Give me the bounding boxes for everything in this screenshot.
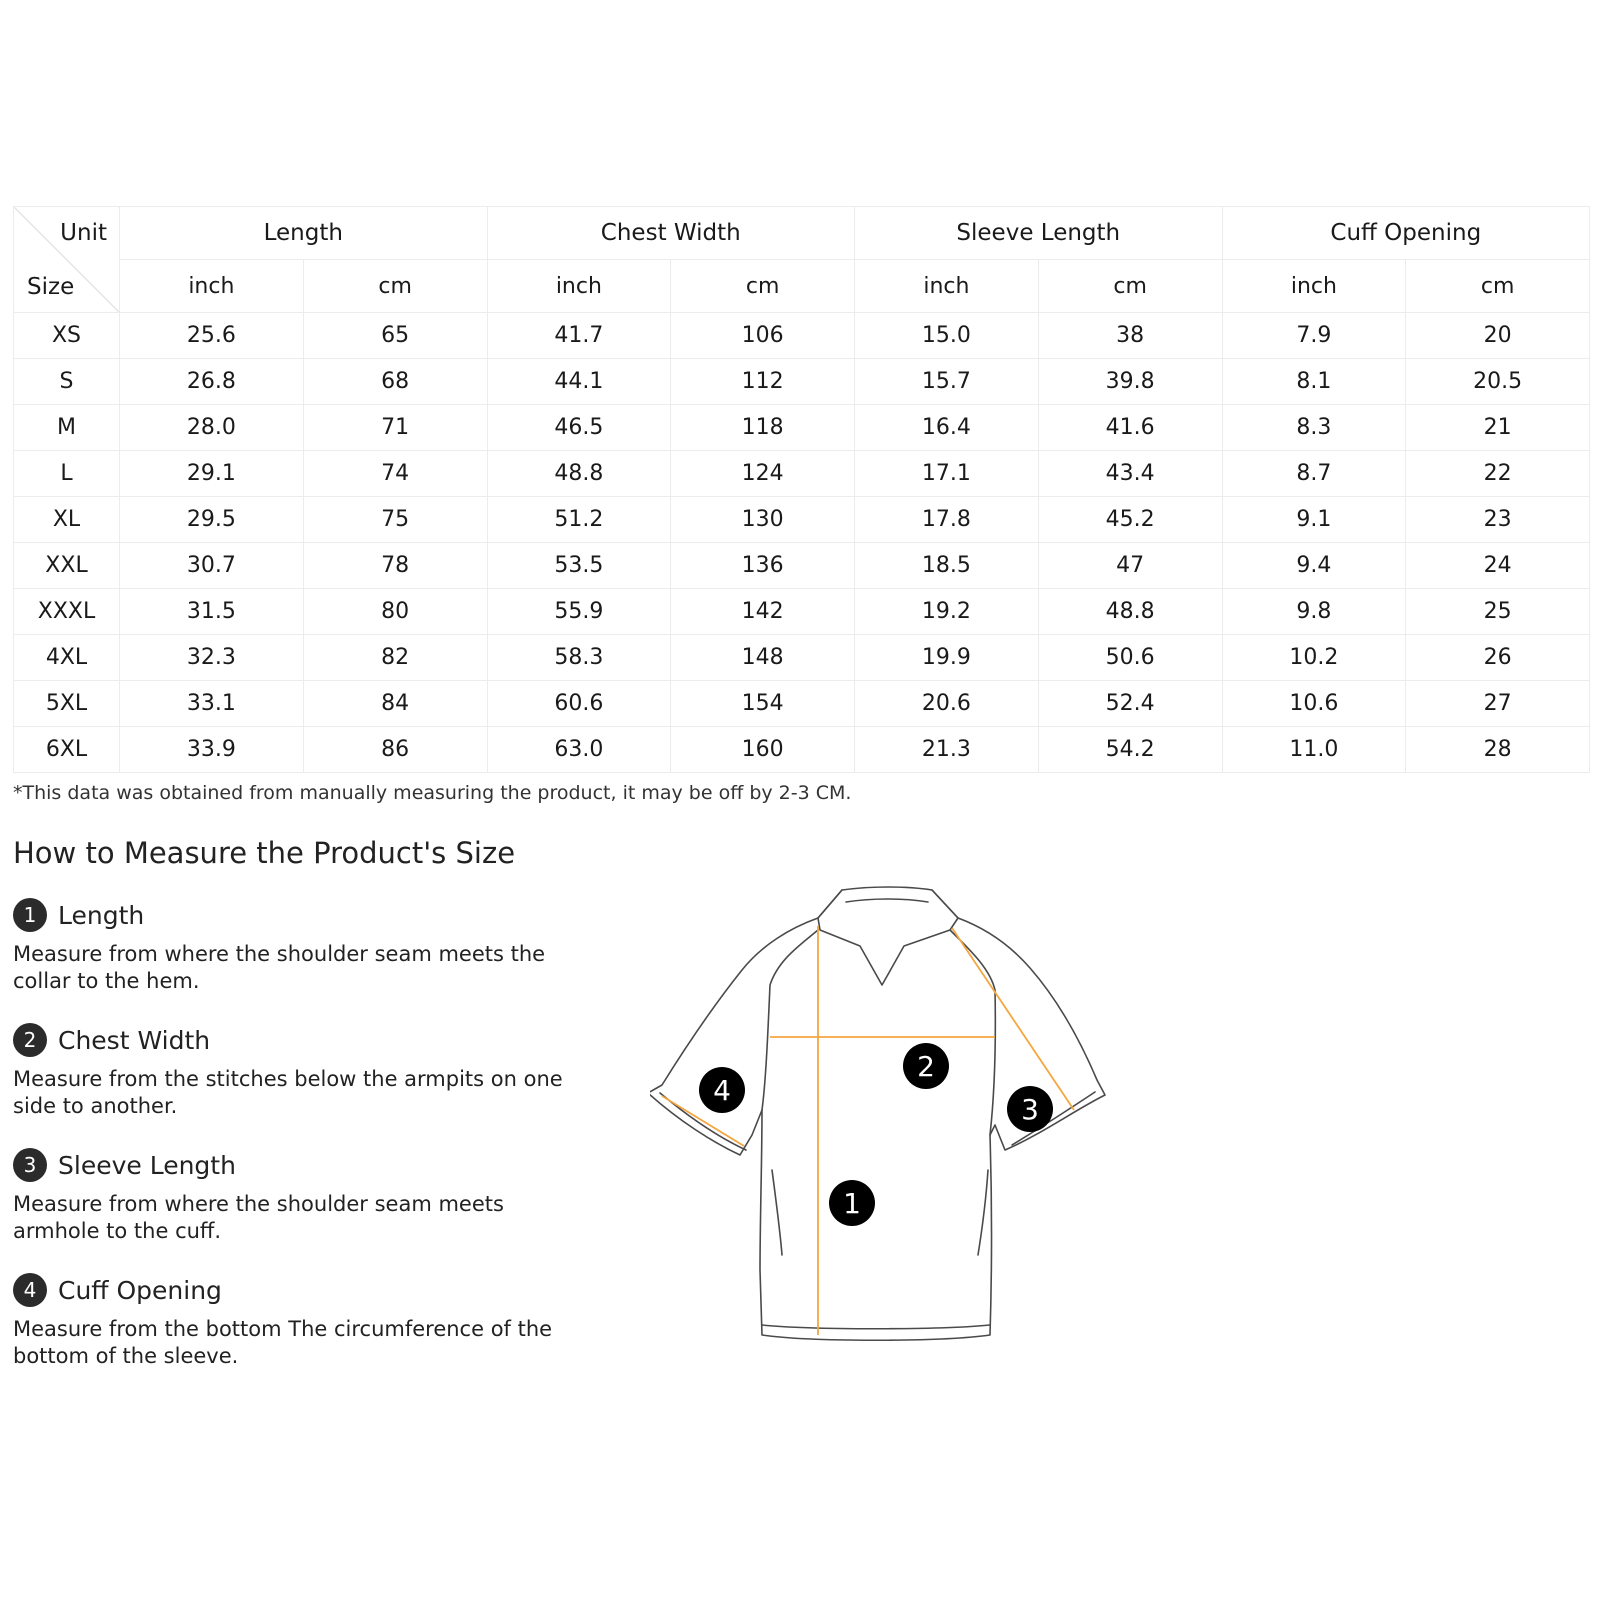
measurement-cell: 124 [671,451,855,497]
measurement-cell: 160 [671,727,855,773]
measurement-lines [662,926,1074,1335]
size-cell: M [14,405,120,451]
guide-item-name: Length [58,900,145,930]
guide-item-name: Chest Width [58,1025,211,1055]
measurement-cell: 8.3 [1222,405,1406,451]
guide-item-length [13,897,573,995]
size-cell: XS [14,313,120,359]
measurement-cell: 16.4 [855,405,1039,451]
measurement-cell: 55.9 [487,589,671,635]
measurement-cell: 32.3 [120,635,304,681]
measurement-cell: 29.1 [120,451,304,497]
measurement-cell: 29.5 [120,497,304,543]
measurement-cell: 8.7 [1222,451,1406,497]
size-cell: XL [14,497,120,543]
measurement-cell: 142 [671,589,855,635]
measurement-cell: 118 [671,405,855,451]
guide-item-chest-width [13,1022,573,1120]
size-label: Size [27,274,75,300]
measurement-cell: 75 [303,497,487,543]
measurement-cell: 106 [671,313,855,359]
measurement-cell: 28 [1406,727,1590,773]
unit-header: cm [671,260,855,313]
size-cell: XXXL [14,589,120,635]
measurement-cell: 10.6 [1222,681,1406,727]
svg-text:4: 4 [713,1074,731,1107]
measurement-cell: 47 [1038,543,1222,589]
table-row [14,451,1590,497]
measurement-cell: 50.6 [1038,635,1222,681]
guide-item-description: Measure from the stitches below the armpits on one side to another. [13,1067,563,1118]
measurement-cell: 33.9 [120,727,304,773]
measurement-cell: 28.0 [120,405,304,451]
group-header-row [14,207,1590,260]
marker-1 [829,1180,875,1226]
svg-text:3: 3 [1021,1093,1039,1126]
table-row [14,589,1590,635]
measurement-cell: 11.0 [1222,727,1406,773]
measurement-cell: 86 [303,727,487,773]
measurement-cell: 82 [303,635,487,681]
unit-header: inch [1222,260,1406,313]
unit-header: inch [855,260,1039,313]
size-cell: 6XL [14,727,120,773]
group-header-cuff-opening: Cuff Opening [1222,207,1590,260]
measurement-cell: 48.8 [1038,589,1222,635]
sleeve-length-line [952,928,1074,1110]
measurement-cell: 25 [1406,589,1590,635]
measurement-cell: 31.5 [120,589,304,635]
table-row [14,727,1590,773]
measurement-cell: 51.2 [487,497,671,543]
table-row [14,497,1590,543]
measurement-cell: 19.2 [855,589,1039,635]
guide-item-description: Measure from the bottom The circumference of the bottom of the sleeve. [13,1317,553,1368]
measurement-cell: 58.3 [487,635,671,681]
measurement-cell: 20.6 [855,681,1039,727]
measurement-cell: 46.5 [487,405,671,451]
measurement-cell: 112 [671,359,855,405]
table-row [14,681,1590,727]
measurement-cell: 48.8 [487,451,671,497]
measurement-cell: 9.8 [1222,589,1406,635]
measurement-cell: 53.5 [487,543,671,589]
unit-label: Unit [60,220,107,246]
measurement-cell: 26.8 [120,359,304,405]
number-badge: 2 [13,1023,47,1057]
measurement-cell: 43.4 [1038,451,1222,497]
measurement-cell: 30.7 [120,543,304,589]
measurement-cell: 33.1 [120,681,304,727]
unit-header: cm [1038,260,1222,313]
size-cell: 5XL [14,681,120,727]
size-chart-table [13,206,1590,773]
measurement-cell: 7.9 [1222,313,1406,359]
size-cell: 4XL [14,635,120,681]
measurement-cell: 54.2 [1038,727,1222,773]
measurement-cell: 39.8 [1038,359,1222,405]
unit-header: inch [120,260,304,313]
measurement-cell: 21 [1406,405,1590,451]
guide-item-sleeve-length [13,1147,573,1245]
table-row [14,635,1590,681]
measurement-cell: 84 [303,681,487,727]
measurement-cell: 41.6 [1038,405,1222,451]
unit-header: inch [487,260,671,313]
measurement-cell: 25.6 [120,313,304,359]
measurement-cell: 71 [303,405,487,451]
measurement-cell: 9.1 [1222,497,1406,543]
table-row [14,313,1590,359]
size-cell: S [14,359,120,405]
guide-item-description: Measure from where the shoulder seam meets armhole to the cuff. [13,1192,504,1243]
group-header-chest-width: Chest Width [487,207,855,260]
measurement-cell: 136 [671,543,855,589]
measurement-cell: 26 [1406,635,1590,681]
measurement-cell: 20 [1406,313,1590,359]
guide-item-name: Sleeve Length [58,1150,236,1180]
measurement-cell: 130 [671,497,855,543]
measurement-cell: 60.6 [487,681,671,727]
measurement-cell: 68 [303,359,487,405]
number-badge: 4 [13,1273,47,1307]
measurement-cell: 52.4 [1038,681,1222,727]
measurement-cell: 20.5 [1406,359,1590,405]
size-cell: XXL [14,543,120,589]
measurement-cell: 10.2 [1222,635,1406,681]
measurement-cell: 65 [303,313,487,359]
measurement-cell: 15.7 [855,359,1039,405]
measurement-cell: 17.1 [855,451,1039,497]
unit-header: cm [1406,260,1590,313]
corner-header [14,207,120,313]
measurement-cell: 15.0 [855,313,1039,359]
group-header-length: Length [120,207,488,260]
measurement-cell: 148 [671,635,855,681]
guide-item-name: Cuff Opening [58,1275,222,1305]
size-cell: L [14,451,120,497]
measurement-footnote: *This data was obtained from manually measuring the product, it may be off by 2-3 CM. [13,782,852,804]
marker-4 [699,1067,745,1113]
measurement-cell: 154 [671,681,855,727]
measurement-cell: 27 [1406,681,1590,727]
svg-text:2: 2 [917,1050,935,1083]
measurement-cell: 18.5 [855,543,1039,589]
measurement-cell: 38 [1038,313,1222,359]
measurement-cell: 21.3 [855,727,1039,773]
marker-2 [903,1043,949,1089]
measurement-cell: 74 [303,451,487,497]
measurement-cell: 23 [1406,497,1590,543]
guide-title: How to Measure the Product's Size [13,836,516,870]
marker-3 [1007,1086,1053,1132]
unit-header: cm [303,260,487,313]
size-table-body [14,313,1590,773]
measurement-cell: 24 [1406,543,1590,589]
unit-header-row [14,260,1590,313]
table-row [14,359,1590,405]
guide-item-cuff-opening [13,1272,573,1370]
measurement-cell: 19.9 [855,635,1039,681]
measurement-cell: 22 [1406,451,1590,497]
measurement-cell: 45.2 [1038,497,1222,543]
table-row [14,543,1590,589]
table-row [14,405,1590,451]
number-badge: 3 [13,1148,47,1182]
number-badge: 1 [13,898,47,932]
group-header-sleeve-length: Sleeve Length [855,207,1223,260]
measurement-cell: 78 [303,543,487,589]
measurement-cell: 17.8 [855,497,1039,543]
measurement-cell: 80 [303,589,487,635]
measurement-cell: 8.1 [1222,359,1406,405]
measurement-cell: 41.7 [487,313,671,359]
measurement-cell: 9.4 [1222,543,1406,589]
measurement-cell: 63.0 [487,727,671,773]
measurement-cell: 44.1 [487,359,671,405]
guide-item-description: Measure from where the shoulder seam meets the collar to the hem. [13,942,546,993]
svg-text:1: 1 [843,1187,861,1220]
shirt-measurement-diagram [650,880,1110,1350]
